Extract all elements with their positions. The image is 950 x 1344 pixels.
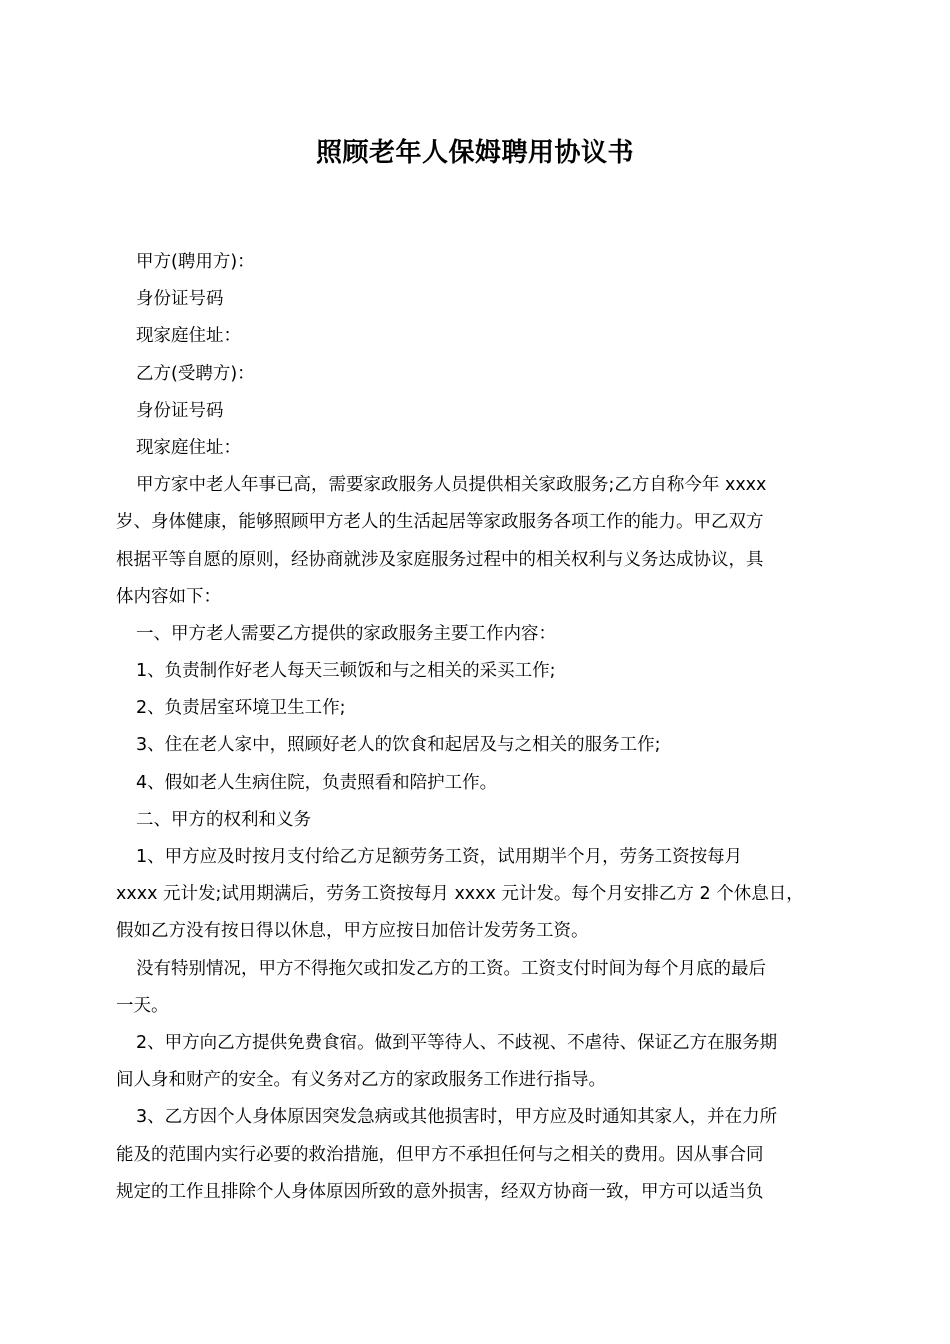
paragraph-line: 岁、身体健康，能够照顾甲方老人的生活起居等家政服务各项工作的能力。甲乙双方 <box>116 512 764 533</box>
paragraph-line: 1、甲方应及时按月支付给乙方足额劳务工资，试用期半个月，劳务工资按每月 <box>136 847 743 867</box>
paragraph-line: 没有特别情况，甲方不得拖欠或扣发乙方的工资。工资支付时间为每个月底的最后 <box>136 958 766 979</box>
paragraph-line: 甲方(聘用方)： <box>136 252 255 272</box>
paragraph-line: 二、甲方的权利和义务 <box>136 809 311 830</box>
paragraph-line: 甲方家中老人年事已高，需要家政服务人员提供相关家政服务;乙方自称今年 xxxx <box>136 475 767 496</box>
paragraph-line: 现家庭住址： <box>136 437 241 458</box>
document-title: 照顾老年人保姆聘用协议书 <box>315 138 634 168</box>
paragraph-line: 乙方(受聘方)： <box>136 363 255 384</box>
paragraph-line: 2、负责居室环境卫生工作; <box>136 698 346 719</box>
paragraph-line: 身份证号码 <box>136 289 224 310</box>
paragraph-line: 3、乙方因个人身体原因突发急病或其他损害时，甲方应及时通知其家人，并在力所 <box>136 1107 778 1128</box>
paragraph-line: 现家庭住址： <box>136 326 241 347</box>
paragraph-line: 3、住在老人家中，照顾好老人的饮食和起居及与之相关的服务工作; <box>136 735 661 756</box>
paragraph-line: 间人身和财产的安全。有义务对乙方的家政服务工作进行指导。 <box>116 1070 606 1091</box>
paragraph-line: 一、甲方老人需要乙方提供的家政服务主要工作内容： <box>136 623 556 644</box>
paragraph-line: 身份证号码 <box>136 400 224 421</box>
paragraph-line: 4、假如老人生病住院，负责照看和陪护工作。 <box>136 772 498 793</box>
paragraph-line: 1、负责制作好老人每天三顿饭和与之相关的采买工作; <box>136 661 556 682</box>
paragraph-line: 假如乙方没有按日得以休息，甲方应按日加倍计发劳务工资。 <box>116 921 589 942</box>
paragraph-line: 规定的工作且排除个人身体原因所致的意外损害，经双方协商一致，甲方可以适当负 <box>116 1181 764 1202</box>
document-body <box>116 244 842 1211</box>
paragraph-line: xxxx 元计发;试用期满后，劳务工资按每月 xxxx 元计发。每个月安排乙方 2 个休息日， <box>116 884 804 905</box>
paragraph-line: 能及的范围内实行必要的救治措施，但甲方不承担任何与之相关的费用。因从事合同 <box>116 1144 764 1165</box>
paragraph-line: 体内容如下： <box>116 586 221 607</box>
paragraph-line: 一天。 <box>116 995 169 1016</box>
paragraph-line: 根据平等自愿的原则，经协商就涉及家庭服务过程中的相关权利与义务达成协议，具 <box>116 549 764 570</box>
paragraph-line: 2、甲方向乙方提供免费食宿。做到平等待人、不歧视、不虐待、保证乙方在服务期 <box>136 1032 778 1053</box>
